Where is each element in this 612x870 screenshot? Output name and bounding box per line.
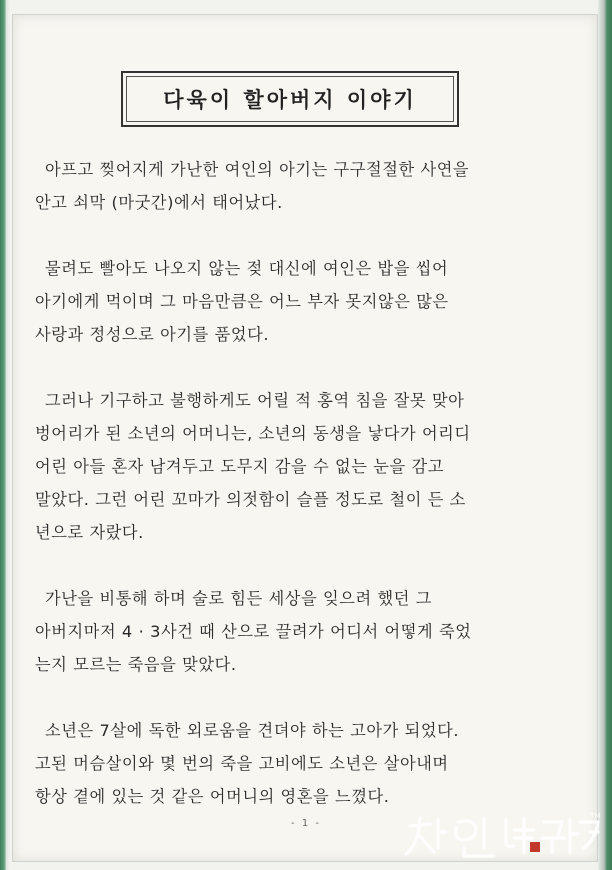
text-line: 고된 머슴살이와 몇 번의 죽을 고비에도 소년은 살아내며 (35, 754, 449, 773)
frame-edge (598, 0, 612, 870)
text-line: 그러나 기구하고 불행하게도 어릴 적 홍역 침을 잘못 맞아 (45, 391, 465, 410)
text-line: 아프고 찢어지게 가난한 여인의 아기는 구구절절한 사연을 (45, 160, 470, 179)
text-line: 사랑과 정성으로 아기를 품었다. (35, 325, 270, 344)
text-line: 년으로 자랐다. (35, 523, 144, 542)
text-line: 아기에게 먹이며 그 마음만큼은 어느 부자 못지않은 많은 (35, 292, 449, 311)
text-line: 아버지마저 4 · 3사건 때 산으로 끌려가 어디서 어떻게 죽었 (35, 622, 472, 641)
svg-text:TM: TM (590, 812, 601, 820)
text-line: 벙어리가 된 소년의 어머니는, 소년의 동생을 낳다가 어리디 (35, 424, 471, 443)
text-line: 말았다. 그런 어린 꼬마가 의젓함이 슬플 정도로 철이 든 소 (35, 490, 466, 509)
paragraph (35, 252, 595, 351)
text-line: 소년은 7살에 독한 외로움을 견뎌야 하는 고아가 되었다. (45, 721, 460, 740)
text-line: 가난을 비통해 하며 술로 힘든 세상을 잊으려 했던 그 (45, 589, 432, 608)
paragraph (35, 153, 595, 219)
signature-watermark (402, 808, 602, 864)
text-line: 어린 아들 혼자 남겨두고 도무지 감을 수 없는 눈을 감고 (35, 457, 444, 476)
paragraph (35, 384, 595, 549)
page-number: - 1 - (291, 818, 321, 829)
text-line: 안고 쇠막 (마굿간)에서 태어났다. (35, 193, 283, 212)
story-body (35, 153, 595, 846)
notice-paper (12, 14, 601, 862)
text-line: 물려도 빨아도 나오지 않는 젖 대신에 여인은 밥을 씹어 (45, 259, 449, 278)
seal-icon (530, 842, 540, 852)
notice-title: 다육이 할아버지 이야기 (163, 88, 417, 112)
title-box (121, 71, 459, 127)
paragraph (35, 582, 595, 681)
text-line: 는지 모르는 죽음을 맞았다. (35, 655, 237, 674)
paragraph (35, 714, 595, 813)
text-line: 항상 곁에 있는 것 같은 어머니의 영혼을 느꼈다. (35, 787, 390, 806)
